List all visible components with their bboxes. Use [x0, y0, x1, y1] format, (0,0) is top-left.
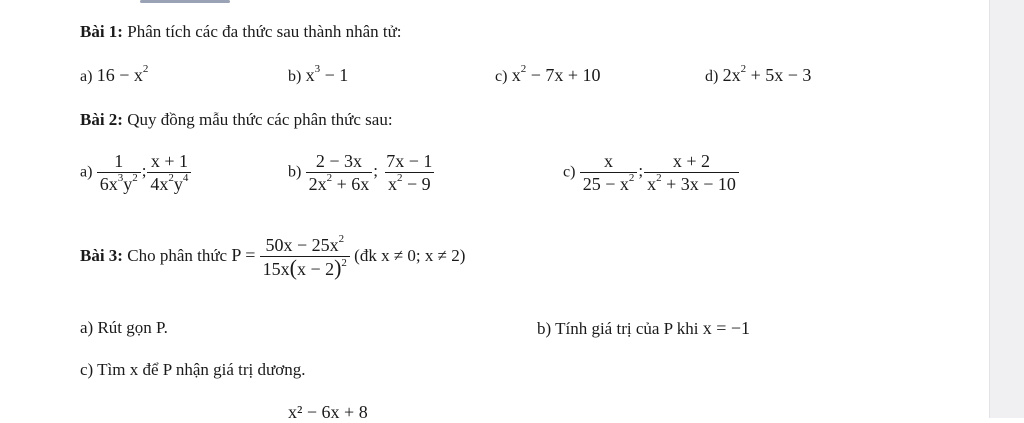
bai1-text: Phân tích các đa thức sau thành nhân tử:: [127, 22, 402, 41]
fraction: $\frac{x + 2}{x^2 + 3x - 10}$: [644, 150, 739, 195]
expr: $x^2 - 7x + 10$: [511, 63, 601, 85]
bai3-a: a) Rút gọn P.: [80, 318, 168, 337]
fraction-P: $\frac{50x - 25x^2}{15x(x - 2)^2}$: [260, 234, 350, 280]
bai2-label: Bài 2:: [80, 110, 123, 129]
item-letter: c): [495, 68, 508, 85]
expr: $x^3 - 1$: [305, 63, 349, 85]
bai1-item-d: [705, 65, 811, 86]
bai1-item-c: [495, 65, 601, 86]
bai2-item-a: a) $\frac{1}{6x^3y^2}$ ; $\frac{x + 1}{4x^2y^4}$: [80, 150, 191, 195]
bai2-item-c: c) $\frac{x}{25 - x^2}$ ; $\frac{x + 2}{x^2 + 3x - 10}$: [563, 150, 739, 195]
item-letter: b): [288, 68, 302, 85]
fraction: $\frac{x + 1}{4x^2y^4}$: [147, 150, 191, 195]
bai3-text: Cho phân thức: [127, 245, 228, 265]
expr: $2x^2 + 5x - 3$: [722, 63, 812, 85]
bai2-heading: [80, 110, 393, 130]
expr: $16 - x^2$: [96, 63, 149, 85]
bai3-b: [537, 318, 750, 339]
cutoff-expression: x² − 6x + 8: [288, 402, 368, 422]
bai3-b-expr: x = −1: [702, 318, 751, 338]
fraction: $\frac{2 - 3x}{2x^2 + 6x}$: [306, 150, 373, 195]
bai3-label: Bài 3:: [80, 245, 123, 265]
bai3-b-text: b) Tính giá trị của P khi: [537, 319, 699, 338]
bai2-item-b: b) $\frac{2 - 3x}{2x^2 + 6x}$ ; $\frac{7x - 1}{x^2 - 9}$: [288, 150, 435, 195]
condition: (đk x ≠ 0; x ≠ 2): [354, 245, 466, 265]
item-letter: a): [80, 68, 93, 85]
fraction: $\frac{x}{25 - x^2}$: [580, 150, 638, 195]
bai3-c: c) Tìm x để P nhận giá trị dương.: [80, 360, 306, 379]
scrollbar-strip: [989, 0, 1024, 418]
fraction: $\frac{7x - 1}{x^2 - 9}$: [386, 151, 433, 194]
bai1-label: Bài 1:: [80, 22, 123, 41]
bai3-line: [80, 234, 465, 280]
bai1-heading: [80, 22, 402, 42]
item-letter: a): [80, 163, 93, 181]
item-letter: c): [563, 163, 576, 181]
bai1-item-b: [288, 65, 348, 86]
bai1-item-a: [80, 65, 148, 86]
item-letter: b): [288, 163, 302, 181]
top-bar-artifact: [140, 0, 230, 3]
item-letter: d): [705, 68, 719, 85]
fraction: $\frac{1}{6x^3y^2}$: [97, 150, 141, 195]
p-equals: P =: [231, 244, 256, 265]
bai2-text: Quy đồng mẫu thức các phân thức sau:: [127, 110, 393, 129]
